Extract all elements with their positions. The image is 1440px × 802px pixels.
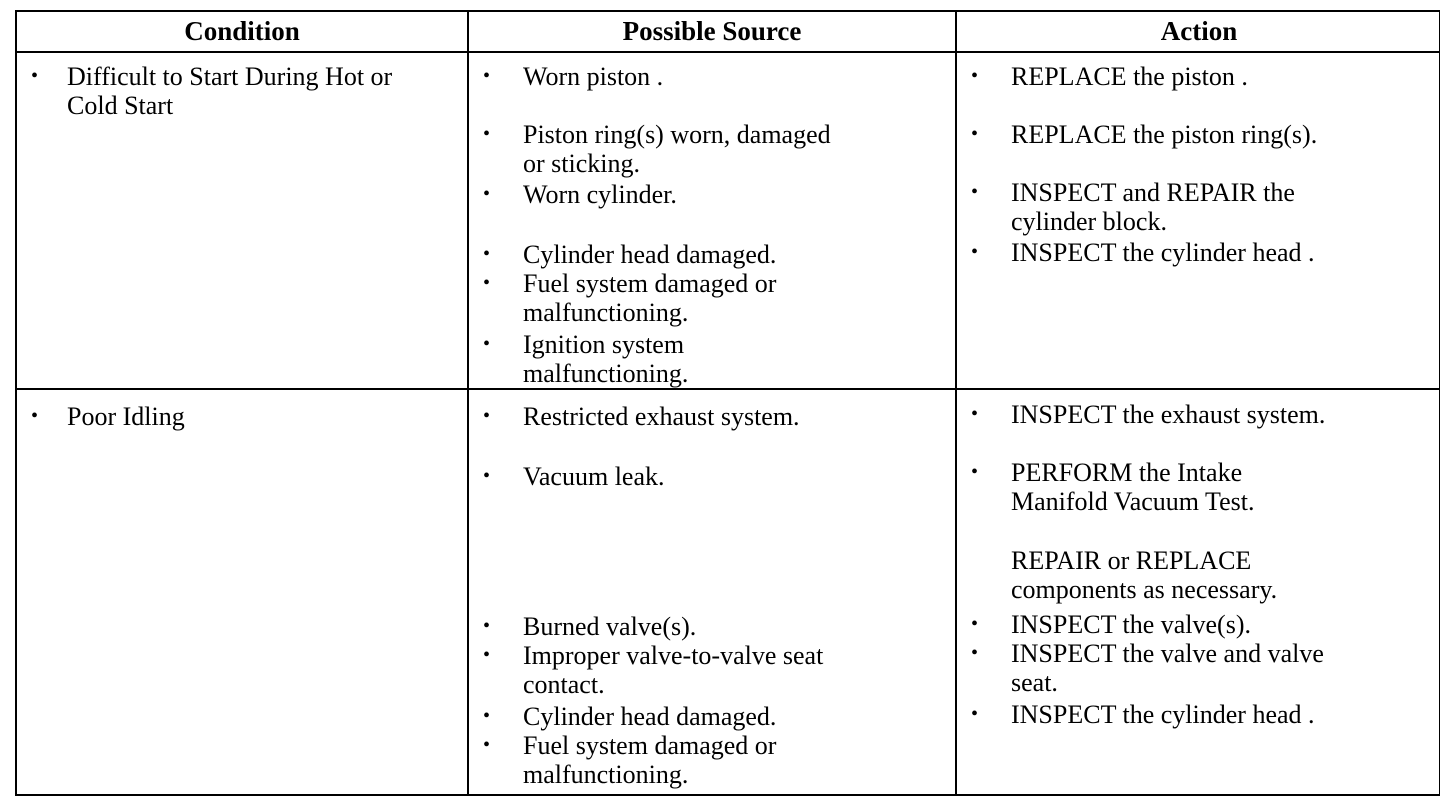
- bullet-icon: •: [971, 123, 979, 145]
- bullet-icon: •: [971, 613, 979, 635]
- source-item: Improper valve-to-valve seat contact.: [523, 641, 824, 699]
- action-item: REPAIR or REPLACE components as necessary.: [1011, 546, 1278, 604]
- source-item: Vacuum leak.: [523, 462, 665, 491]
- action-item: INSPECT the valve and valve seat.: [1011, 639, 1324, 697]
- troubleshooting-table: [15, 10, 1440, 796]
- row-divider: [17, 388, 1439, 390]
- action-item: INSPECT and REPAIR the cylinder block.: [1011, 178, 1295, 236]
- bullet-icon: •: [483, 465, 491, 487]
- action-item: REPLACE the piston .: [1011, 62, 1248, 91]
- header-possible-source: Possible Source: [622, 16, 802, 46]
- bullet-icon: •: [971, 181, 979, 203]
- action-item: INSPECT the exhaust system.: [1011, 400, 1326, 429]
- source-item: Cylinder head damaged.: [523, 702, 777, 731]
- bullet-icon: •: [483, 615, 491, 637]
- condition-text: Poor Idling: [67, 402, 185, 431]
- header-action: Action: [1160, 16, 1238, 46]
- source-item: Worn cylinder.: [523, 180, 677, 209]
- header-condition: Condition: [184, 16, 300, 46]
- bullet-icon: •: [483, 644, 491, 666]
- bullet-icon: •: [483, 705, 491, 727]
- bullet-icon: •: [971, 642, 979, 664]
- bullet-icon: •: [31, 405, 39, 427]
- condition-text: Difficult to Start During Hot or Cold Start: [67, 62, 393, 120]
- source-item: Worn piston .: [523, 62, 664, 91]
- bullet-icon: •: [483, 243, 491, 265]
- bullet-icon: •: [483, 734, 491, 756]
- bullet-icon: •: [971, 241, 979, 263]
- bullet-icon: •: [483, 65, 491, 87]
- column-divider: [955, 12, 957, 794]
- bullet-icon: •: [971, 403, 979, 425]
- source-item: Ignition system malfunctioning.: [523, 330, 689, 388]
- source-item: Cylinder head damaged.: [523, 240, 777, 269]
- bullet-icon: •: [971, 703, 979, 725]
- bullet-icon: •: [483, 405, 491, 427]
- bullet-icon: •: [971, 65, 979, 87]
- source-item: Burned valve(s).: [523, 612, 697, 641]
- action-item: REPLACE the piston ring(s).: [1011, 120, 1318, 149]
- action-item: INSPECT the cylinder head .: [1011, 238, 1315, 267]
- bullet-icon: •: [483, 333, 491, 355]
- bullet-icon: •: [483, 272, 491, 294]
- bullet-icon: •: [483, 123, 491, 145]
- column-divider: [467, 12, 469, 794]
- action-item: PERFORM the Intake Manifold Vacuum Test.: [1011, 458, 1255, 516]
- action-item: INSPECT the valve(s).: [1011, 610, 1251, 639]
- source-item: Restricted exhaust system.: [523, 402, 800, 431]
- action-item: INSPECT the cylinder head .: [1011, 700, 1315, 729]
- bullet-icon: •: [483, 183, 491, 205]
- source-item: Fuel system damaged or malfunctioning.: [523, 269, 777, 327]
- bullet-icon: •: [31, 65, 39, 87]
- source-item: Fuel system damaged or malfunctioning.: [523, 731, 777, 789]
- source-item: Piston ring(s) worn, damaged or sticking.: [523, 120, 831, 178]
- bullet-icon: •: [971, 461, 979, 483]
- header-divider: [17, 51, 1439, 53]
